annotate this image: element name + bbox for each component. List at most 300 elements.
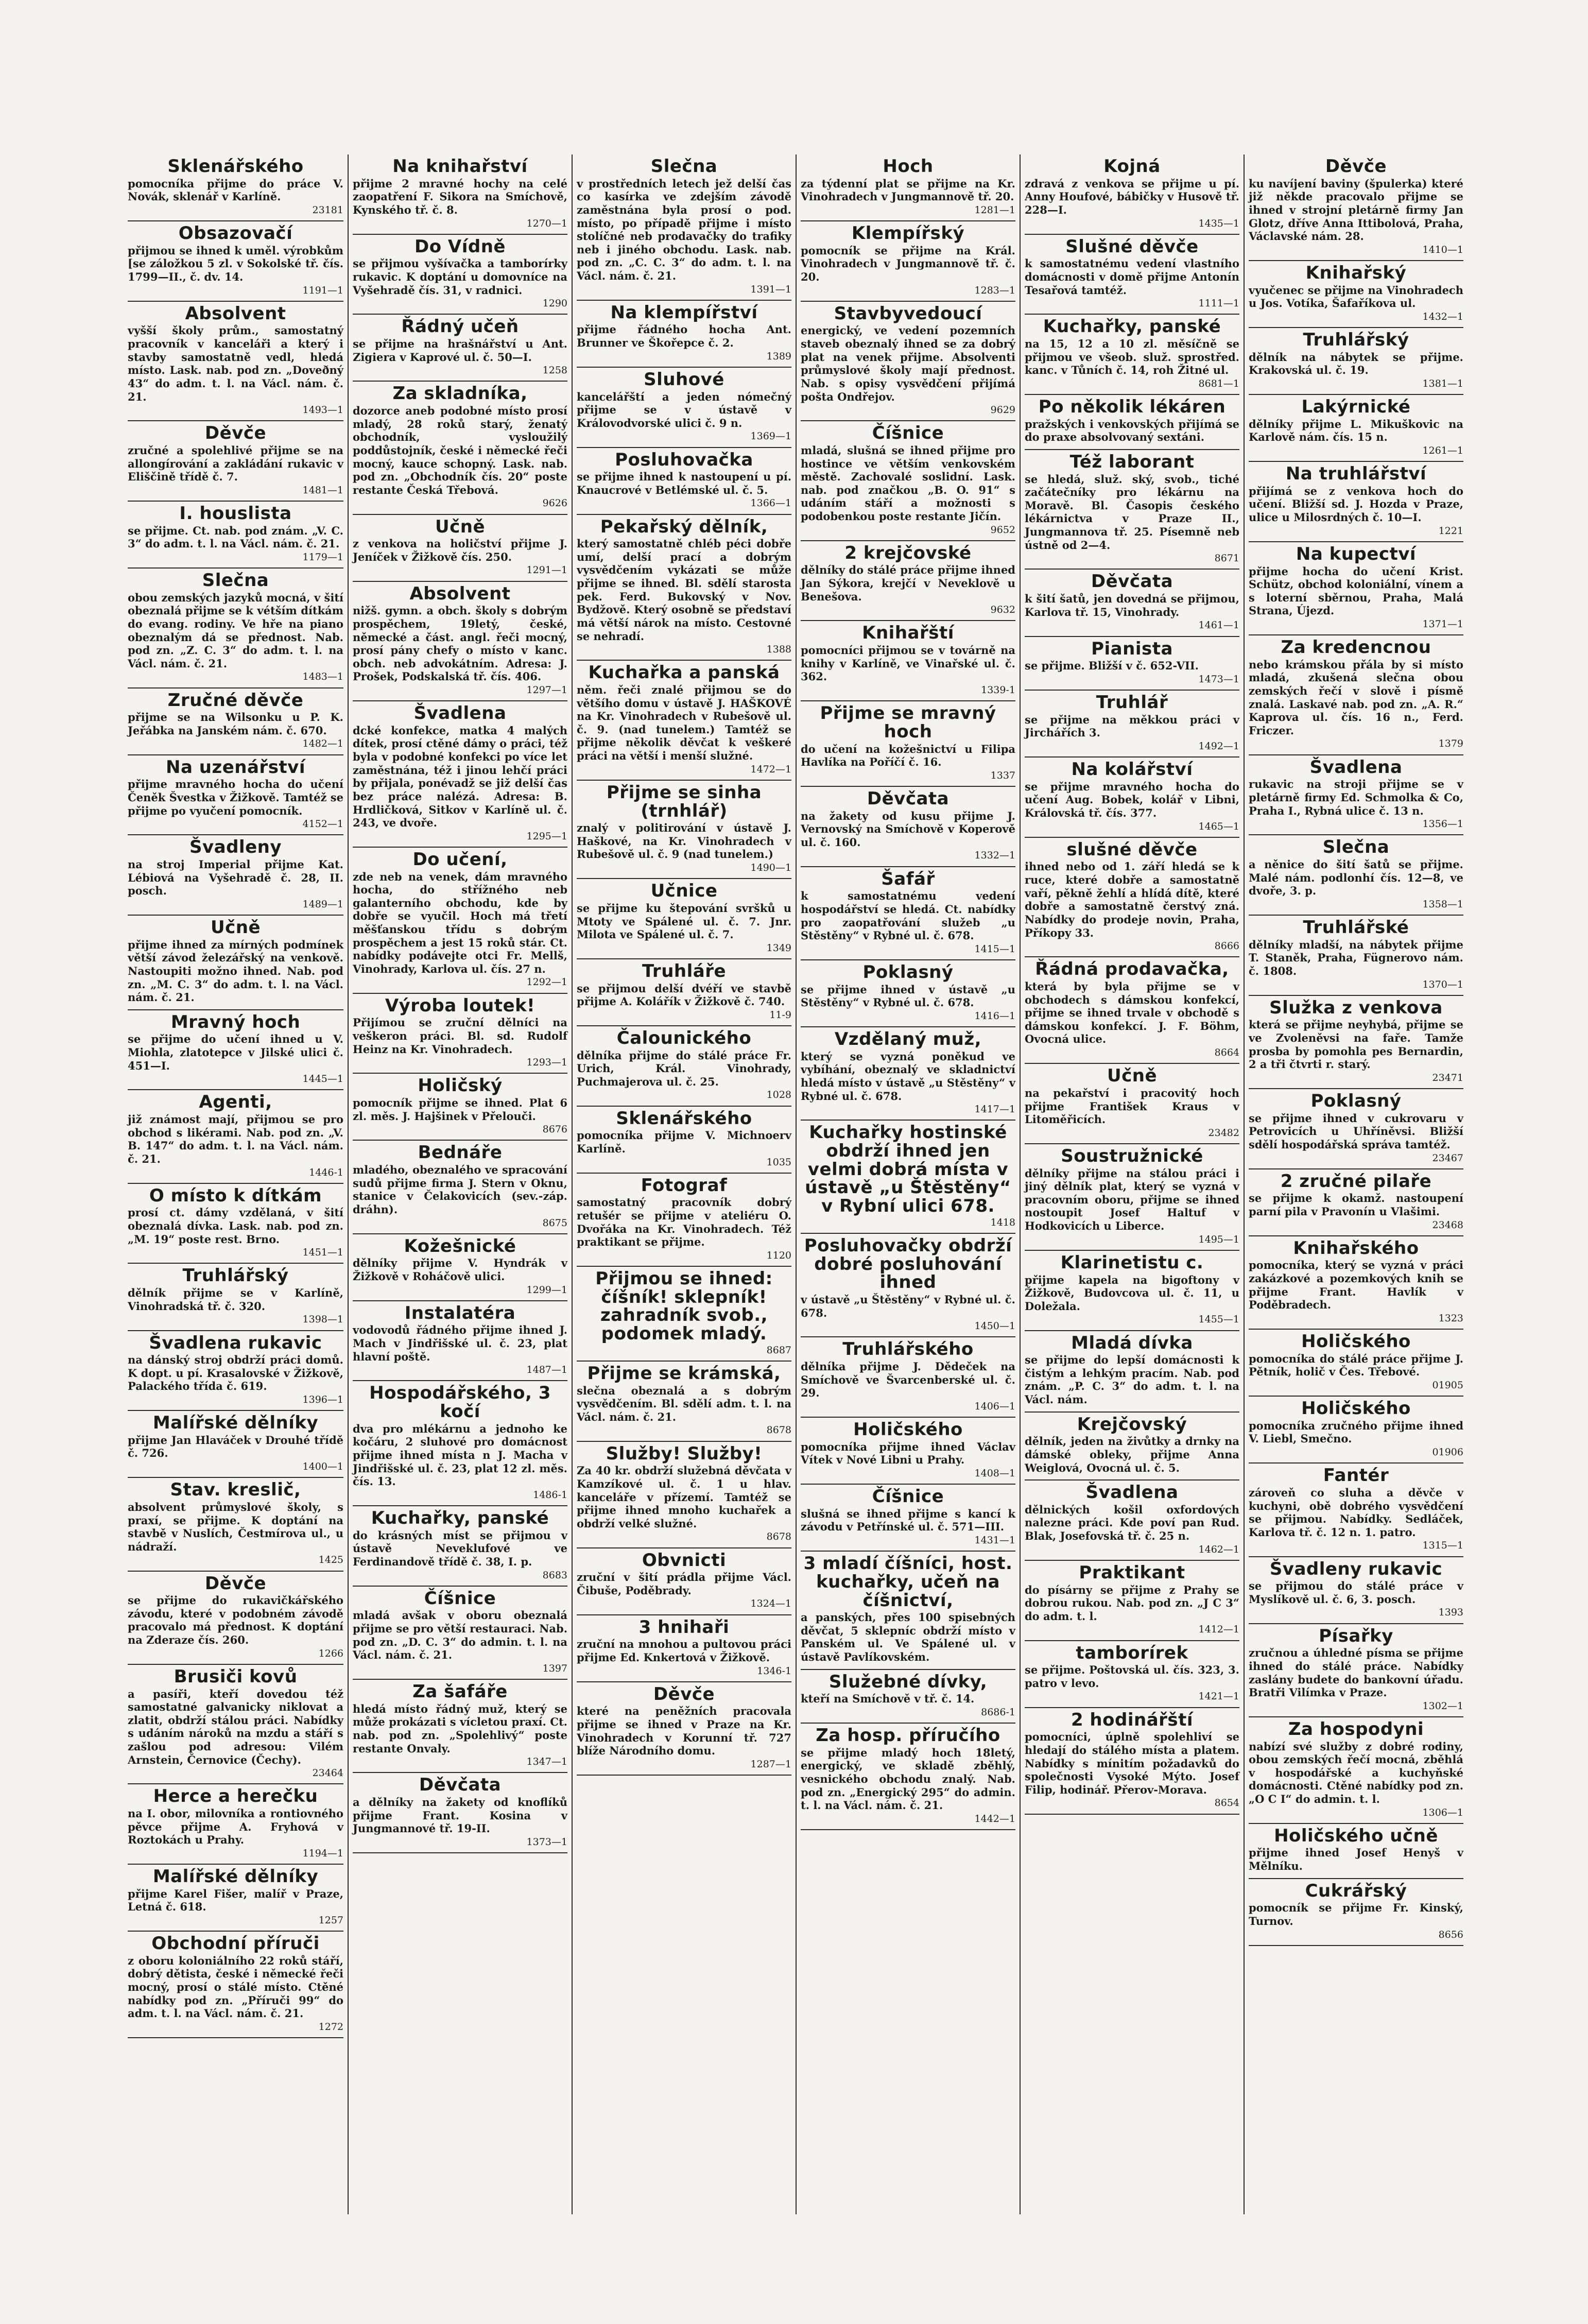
ad-code: 1194—1 <box>302 1847 343 1859</box>
classified-ad <box>1025 235 1239 315</box>
ad-code: 8671 <box>1214 553 1239 564</box>
classified-ad <box>353 701 567 848</box>
classified-ad <box>128 569 343 688</box>
classified-ad <box>128 1264 343 1331</box>
ad-heading: Absolvent <box>185 303 286 324</box>
ad-heading: Holičského <box>1301 1331 1411 1352</box>
ad-heading: Děvče <box>1325 156 1387 177</box>
classified-ad <box>353 1680 567 1773</box>
classified-ad <box>577 1174 791 1267</box>
ad-body: který se vyzná poněkud ve vybíhání, obeznalý ve skladnictví hledá místo v ústavě „u Stěstěny“ v Rybné ul. č. 678. <box>801 1049 1015 1103</box>
classified-ad <box>577 301 791 368</box>
classified-ad <box>1025 957 1239 1064</box>
ad-code: 1297—1 <box>526 684 567 696</box>
classified-ad <box>801 621 1015 701</box>
ad-body: slečna obeznalá a s dobrým vysvědčením. Bl. sdělí adm. t. l. na Václ. nám. č. 21. <box>577 1384 791 1423</box>
ad-code: 1410—1 <box>1422 244 1463 255</box>
ad-body: do krásných míst se přijmou v ústavě Neveklufové ve Ferdinandově třídě č. 38, I. p. <box>353 1528 567 1568</box>
classified-ad <box>128 1331 343 1411</box>
ad-heading: Sluhové <box>644 369 724 390</box>
ad-body: mladá avšak v oboru obeznalá přijme se pro větší restauraci. Nab. pod zn. „D. C. 3“ do admin. t. l. na Václ. nám. č. 21. <box>353 1609 567 1662</box>
ad-code: 1337 <box>990 769 1015 781</box>
ad-body: prosí ct. dámy vzdělaná, v šití obeznalá dívka. Lask. nab. pod zn. „M. 19“ poste rest. Brno. <box>128 1206 343 1246</box>
ad-body: zároveň co sluha a děvče v kuchyni, obě dobrého vysvědčení se přijmou. Nabídky. Sedláček, Karlova tř. č. 12 n. 1. patro. <box>1249 1486 1463 1539</box>
classified-ad <box>128 755 343 836</box>
ad-code: 8676 <box>542 1124 567 1135</box>
ad-code: 8666 <box>1214 940 1239 952</box>
ad-code: 8656 <box>1438 1929 1463 1940</box>
ad-code: 1462—1 <box>1198 1543 1239 1555</box>
ad-code: 1302—1 <box>1422 1700 1463 1712</box>
ad-body: se přijme do rukavičkářského závodu, které v podobném závodě pracovalo má přednost. K doptání na Zderaze čís. 260. <box>128 1594 343 1647</box>
ad-body: k samostatnému vedení vlastního domácnosti v domě přijme Antonín Tesařová tamtéž. <box>1025 257 1239 297</box>
classified-ad <box>577 661 791 781</box>
classified-ad <box>1249 1330 1463 1397</box>
ad-heading: Knihařští <box>862 623 954 644</box>
ad-heading: Bednáře <box>418 1142 503 1163</box>
ad-code: 8675 <box>542 1217 567 1229</box>
ad-heading: Číšnice <box>872 1486 944 1507</box>
ad-code: 1257 <box>318 1914 343 1926</box>
ad-code: 1465—1 <box>1198 820 1239 832</box>
ad-body: z venkova na holičství přijme J. Jeníček v Žižkově čís. 250. <box>353 537 567 563</box>
ad-heading: Brusiči kovů <box>174 1666 298 1687</box>
classified-ad <box>801 1027 1015 1121</box>
classified-ad <box>128 916 343 1010</box>
ad-body: zručné a spolehlivé přijme se na allongírování a zakládání rukavic v Eliščině třídě č. 7. <box>128 443 343 484</box>
ad-heading: Čalounického <box>616 1027 752 1048</box>
column-3 <box>572 154 796 2214</box>
ad-heading: Kuchařky hostinské obdrží ihned jen velmi dobrá místa v ústavě „u Štěstěny“ v Rybní ulici 678. <box>805 1122 1011 1217</box>
ad-body: do učení na kožešnictví u Filipa Havlíka na Poříčí č. 16. <box>801 742 1015 769</box>
ad-code: 1315—1 <box>1422 1540 1463 1552</box>
ad-code: 8681—1 <box>1198 377 1239 389</box>
ad-body: přijme ihned Josef Henyš v Mělníku. <box>1249 1846 1463 1873</box>
ad-code: 8687 <box>766 1344 791 1356</box>
ad-body: přijme 2 mravné hochy na celé zaopatření F. Sikora na Smíchově, Kynského tř. č. 8. <box>353 177 567 216</box>
ad-heading: slušné děvče <box>1066 839 1198 860</box>
classified-ad <box>577 154 791 301</box>
ad-heading: Hoch <box>883 156 934 177</box>
column-1 <box>124 154 348 2214</box>
classified-ad <box>128 1090 343 1183</box>
ad-heading: Posluhovačky obdrží dobré posluhování ihned <box>804 1235 1012 1293</box>
classified-ad <box>1025 570 1239 636</box>
ad-body: se přijme mravného hocha do učení Aug. Bobek, kolář v Libni, Královská tř. čís. 377. <box>1025 780 1239 820</box>
ad-code: 1120 <box>766 1249 791 1261</box>
classified-ad <box>1025 315 1239 395</box>
ad-heading: Přijme se sinha (trnhlář) <box>606 782 762 821</box>
ad-heading: Švadleny rukavic <box>1269 1558 1443 1579</box>
classified-ad <box>577 879 791 959</box>
ad-heading: Též laborant <box>1069 451 1195 472</box>
ad-body: hledá místo řádný muž, který se může prokázati s vícletou praxí. Ct. nab. pod zn. „Spolehlivý“ poste restante Onvaly. <box>353 1702 567 1755</box>
ad-code: 1408—1 <box>974 1467 1015 1479</box>
ad-code: 1472—1 <box>750 763 791 775</box>
ad-code: 1487—1 <box>526 1364 567 1376</box>
classified-ad <box>577 959 791 1026</box>
classified-ad <box>1249 1169 1463 1236</box>
classified-ad <box>353 1381 567 1506</box>
ad-code: 8686-1 <box>981 1707 1015 1718</box>
ad-body: slušná se ihned přijme s kancí k závodu v Petřínské ul. č. 571—III. <box>801 1507 1015 1534</box>
classified-ad <box>353 582 567 702</box>
ad-heading: Na klempířství <box>610 302 758 323</box>
ad-code: 1415—1 <box>974 943 1015 955</box>
ad-heading: Přijme se mravný hoch <box>820 703 996 742</box>
classified-ad <box>801 1724 1015 1830</box>
ad-code: 1486-1 <box>533 1489 567 1501</box>
ad-code: 1221 <box>1438 525 1463 537</box>
classified-ad <box>353 235 567 315</box>
ad-code: 1492—1 <box>1198 740 1239 752</box>
classified-ad <box>1249 1236 1463 1330</box>
ad-heading: Poklasný <box>1310 1091 1402 1111</box>
classified-ad <box>577 448 791 515</box>
ad-heading: Obsazovačí <box>178 223 293 244</box>
ad-body: ihned nebo od 1. září hledá se k ruce, které dobře a samostatně vaří, pěkně žehlí a hlídá dítě, které dobře a samostatně čerstvý zná. Nabídky do prodeje novin, Praha, Příkopy 33. <box>1025 860 1239 939</box>
classified-ad <box>1025 1144 1239 1251</box>
ad-heading: tamborírek <box>1076 1642 1188 1663</box>
ad-heading: Děvčata <box>1091 571 1173 592</box>
ad-heading: Truhláře <box>642 960 727 982</box>
ad-code: 1432—1 <box>1422 311 1463 322</box>
classified-ad <box>1025 691 1239 758</box>
ad-heading: Služby! Služby! <box>606 1443 763 1464</box>
classified-ad <box>353 1301 567 1382</box>
ad-body: přijme ihned za mírných podmínek větší závod železářský na venkově. Nastoupiti možno ihned. Nab. pod zn. „M. C. 3“ do adm. t. l. na Václ. nám. č. 21. <box>128 938 343 1004</box>
classified-ad <box>1249 835 1463 916</box>
ad-heading: Do Vídně <box>415 236 506 257</box>
ad-body: něm. řeči znalé přijmou se do většího domu v ústavě J. HAŠKOVÉ na Kr. Vinohradech v Rubešově ul. č. 9. (nad tunelem.) Tamtéž se přijme několik děvčat k veškeré práci na větší i menší služné. <box>577 683 791 763</box>
classified-ad <box>1025 838 1239 958</box>
ad-body: a dělníky na žakety od knoflíků přijme Frant. Kosina v Jungmannové tř. 19-II. <box>353 1796 567 1835</box>
ad-body: dělníky přijme na stálou práci i jiný dělník plat, který se vyzná v pracovním oboru, přijme se ihned nostoupit Josef Haltuf v Hodkovicích u Liberce. <box>1025 1166 1239 1233</box>
ad-body: v ústavě „u Štěstěny“ v Rybné ul. č. 678. <box>801 1293 1015 1319</box>
ad-body: na I. obor, milovníka a rontiovného pěvce přijme A. Fryhová v Roztokách u Prahy. <box>128 1807 343 1847</box>
ad-body: již známost mají, přijmou se pro obchod s likérami. Nab. pod zn. „V. B. 147“ do adm. t. l. na Václ. nám. č. 21. <box>128 1113 343 1165</box>
classified-ad <box>353 382 567 514</box>
ad-body: zruční na mnohou a pultovou práci přijme Ed. Knkertová v Žižkově. <box>577 1638 791 1664</box>
classified-ad <box>128 1010 343 1091</box>
ad-heading: Truhlářské <box>1303 917 1409 938</box>
ad-code: 8654 <box>1214 1797 1239 1809</box>
ad-heading: Malířské dělníky <box>152 1866 319 1887</box>
ad-heading: Obvnicti <box>642 1550 727 1571</box>
classified-ad <box>1249 154 1463 261</box>
ad-code: 1292—1 <box>526 976 567 988</box>
column-2 <box>348 154 572 2214</box>
ad-body: dělník, jeden na živůtky a drnky na dámské obleky, přijme Anna Weiglová, Ovocná ul. č. 5. <box>1025 1435 1239 1474</box>
ad-body: přijme Jan Hlaváček v Drouhé třídě č. 726. <box>128 1433 343 1460</box>
classified-ad <box>128 154 343 221</box>
ad-body: nabízí své služby z dobré rodiny, obou zemských řečí mocná, zběhlá v hospodářské a kuchyňské domácnosti. Ctěné nabídky pod zn. „O C I“ do admin. t. l. <box>1249 1740 1463 1806</box>
ad-code: 1306—1 <box>1422 1806 1463 1818</box>
ad-code: 1290 <box>542 298 567 309</box>
ad-heading: Švadlena rukavic <box>149 1332 322 1353</box>
ad-heading: Za skladníka, <box>392 383 528 404</box>
ad-body: do písárny se přijme z Prahy se dobrou rukou. Nab. pod zn. „J C 3“ do adm. t. l. <box>1025 1583 1239 1623</box>
classified-ad <box>801 154 1015 221</box>
classified-ad <box>1249 1557 1463 1624</box>
ad-heading: Holičského <box>853 1419 963 1440</box>
classified-ad <box>1025 1708 1239 1815</box>
ad-body: se přijme mladý hoch 18letý, energický, ve skladě zběhlý, vesnického obchodu znalý. Nab. pod zn. „Energický 295“ do admin. t. l. na Václ. nám. č. 21. <box>801 1746 1015 1812</box>
ad-body: dělník na nábytek se přijme. Krakovská ul. č. 19. <box>1249 350 1463 377</box>
classified-ad <box>1249 1824 1463 1879</box>
ad-body: pomocníka zručného přijme ihned V. Liebl, Smečno. <box>1249 1419 1463 1445</box>
ad-body: na žakety od kusu přijme J. Vernovský na Smíchově v Koperově ul. č. 160. <box>801 809 1015 849</box>
ad-body: se přijme ihned v cukrovaru v Petrovicích u Uhříněvsi. Bližší sdělí hospodářská správa tamtéž. <box>1249 1111 1463 1151</box>
ad-body: a něnice do šití šatů se přijme. Malé nám. podlonhí čís. 12—8, ve dvoře, 3. p. <box>1249 858 1463 898</box>
ad-heading: 3 hnihaři <box>638 1616 730 1638</box>
ad-code: 1379 <box>1438 738 1463 750</box>
classified-ad <box>577 1548 791 1615</box>
classified-ad <box>353 1234 567 1301</box>
ad-code: 1391—1 <box>750 283 791 295</box>
ad-heading: 2 zručné pilaře <box>1280 1170 1432 1192</box>
ad-heading: Za hospodyni <box>1288 1718 1424 1740</box>
classified-ad <box>1025 1641 1239 1708</box>
ad-heading: Na truhlářství <box>1285 463 1427 485</box>
ad-heading: Učně <box>210 917 261 938</box>
ad-heading: Na knihařství <box>392 156 528 177</box>
ad-heading: Holičského <box>1301 1398 1411 1419</box>
ad-code: 1291—1 <box>526 564 567 576</box>
classified-ad <box>353 1773 567 1853</box>
ad-code: 1389 <box>766 350 791 362</box>
ad-heading: Klarinetistu c. <box>1060 1252 1204 1273</box>
ad-code: 1418 <box>990 1216 1015 1228</box>
classified-ad <box>1025 1413 1239 1481</box>
classified-ad <box>353 1587 567 1680</box>
classified-ad <box>1249 996 1463 1089</box>
classified-ad <box>577 1362 791 1442</box>
ad-code: 1493—1 <box>302 404 343 416</box>
ad-code: 1431—1 <box>974 1535 1015 1546</box>
ad-body: přijme kapela na bigoftony v Žižkově, Budovcova ul. č. 11, u Doležala. <box>1025 1273 1239 1313</box>
classified-ad <box>1249 1397 1463 1464</box>
ad-heading: Na kolářství <box>1071 759 1193 780</box>
ad-code: 1035 <box>766 1156 791 1168</box>
ad-heading: Slečna <box>202 570 269 591</box>
ad-heading: Kuchařka a panská <box>588 662 780 683</box>
ad-code: 23464 <box>312 1767 343 1779</box>
classified-ad <box>128 1665 343 1785</box>
ad-body: vodovodů řádného přijme ihned J. Mach v Jindřišské ul. č. 23, plat hlavní poště. <box>353 1323 567 1363</box>
classified-ad <box>1025 395 1239 450</box>
ad-code: 1445—1 <box>302 1073 343 1085</box>
ad-body: obou zemských jazyků mocná, v šití obeznalá přijme se k vétším dítkám do evang. rodiny. Ve hře na piano obeznalým dá se přednost. Nab. pod zn. „Z. C. 3“ do adm. t. l. na Václ. nám. č. 21. <box>128 591 343 670</box>
ad-heading: Mladá dívka <box>1071 1332 1193 1353</box>
ad-body: se přijme. Bližší v č. 652-VII. <box>1025 659 1199 673</box>
ad-heading: Učnice <box>650 881 718 902</box>
ad-body: který samostatně chléb péci dobře umí, delší prací a dobrým vysvědčením vykázati se může přijme se ihned. Bl. sdělí starosta pek. Ferd. Bukovský v Nov. Bydžově. Který osobně se představí má větší nárok na místo. Cestovné se nehradí. <box>577 537 791 643</box>
ad-code: 23468 <box>1432 1219 1463 1231</box>
ad-body: přijme mravného hocha do učení Čeněk Švestka v Žižkově. Tamtéž se přijme po vyučení pomocník. <box>128 778 343 817</box>
ad-code: 1400—1 <box>302 1461 343 1473</box>
ad-heading: Učně <box>435 516 486 537</box>
classified-ad <box>801 1234 1015 1337</box>
ad-code: 23467 <box>1432 1152 1463 1164</box>
ad-code: 23181 <box>312 204 343 216</box>
classified-ad <box>1025 1064 1239 1144</box>
ad-body: rukavic na stroji přijme se v pletárně firmy Ed. Schmolka & Co, Praha I., Rybná ulice č. 13 n. <box>1249 778 1463 817</box>
ad-body: pomocníka přijme do práce V. Novák, sklenář v Karlíně. <box>128 177 343 203</box>
ad-body: pomocníci přijmou se v továrně na knihy v Karlíně, ve Vinařské ul. č. 362. <box>801 644 1015 683</box>
ad-code: 1332—1 <box>974 850 1015 862</box>
ad-body: dělníka přijme J. Dědeček na Smíchově ve Švarcenberské ul. č. 29. <box>801 1360 1015 1400</box>
ad-heading: Slečna <box>650 156 718 177</box>
classified-ad <box>128 221 343 302</box>
ad-code: 1299—1 <box>526 1284 567 1296</box>
ad-code: 23471 <box>1432 1072 1463 1083</box>
ad-body: absolvent průmyslové školy, s praxí, se přijme. K doptání na stavbě v Nuslích, Čestmírova ul., u nádraží. <box>128 1500 343 1553</box>
ad-body: dva pro mlékárnu a jednoho ke kočáru, 2 sluhové pro domácnost přijme ihned místa n J. Macha v Jindřišské ul. č. 23, plat 12 zl. měs. čís. 13. <box>353 1422 567 1488</box>
classified-ad <box>353 315 567 382</box>
ad-body: za týdenní plat se přijme na Kr. Vinohradech v Jungmannově tř. 20. <box>801 177 1015 203</box>
classified-ad <box>801 1670 1015 1724</box>
ad-body: na stroj Imperial přijme Kat. Lébiová na Vyšehradě č. 28, II. posch. <box>128 858 343 898</box>
ad-heading: Pianista <box>1091 638 1173 659</box>
classified-ad <box>1249 328 1463 395</box>
classified-ad <box>128 502 343 569</box>
classified-ad <box>577 368 791 448</box>
classified-ad <box>353 154 567 235</box>
ad-heading: Obchodní příruči <box>151 1933 320 1954</box>
classified-ad <box>1249 1464 1463 1557</box>
ad-body: přijme Karel Fišer, malíř v Praze, Letná č. 618. <box>128 1887 343 1914</box>
classified-ad <box>1025 154 1239 235</box>
classified-ad <box>1025 450 1239 570</box>
ad-code: 9629 <box>990 404 1015 416</box>
ad-code: 1261—1 <box>1422 444 1463 456</box>
classified-ad <box>577 1267 791 1362</box>
classified-ad <box>128 1784 343 1865</box>
ad-body: mladého, obeznalého ve spracování sudů přijme firma J. Stern v Oknu, stanice v Čelakovicích (sev.-záp. dráhn). <box>353 1163 567 1216</box>
ad-heading: Na kupectví <box>1296 543 1417 564</box>
ad-body: zdravá z venkova se přijme u pí. Anny Houfové, bábičky v Husově tř. 228—I. <box>1025 177 1239 216</box>
classified-ad <box>128 1184 343 1264</box>
ad-heading: Švadleny <box>189 837 282 858</box>
ad-heading: Truhlářského <box>842 1339 974 1360</box>
classified-ad <box>577 1682 791 1776</box>
ad-body: se přijme. Ct. nab. pod znám. „V. C. 3“ do adm. t. l. na Václ. nám. č. 21. <box>128 524 343 550</box>
ad-body: z oboru koloniálního 22 roků stáří, dobrý dětista, české i německé řeči mocný, prosí o stálé místo. Ctěné nabídky pod zn. „Příruči 99“ do adm. t. l. na Václ. nám. č. 21. <box>128 1954 343 2020</box>
ad-heading: Truhlář <box>1096 692 1168 713</box>
ad-heading: Učně <box>1107 1065 1158 1087</box>
ad-heading: Sklenářského <box>616 1108 752 1129</box>
ad-code: 1323 <box>1438 1312 1463 1324</box>
ad-heading: Hospodářského, 3 kočí <box>369 1383 551 1422</box>
ad-body: dělníky přijme L. Mikuškovic na Karlově nám. čís. 15 n. <box>1249 417 1463 444</box>
ad-code: 1451—1 <box>302 1247 343 1259</box>
classified-ad <box>577 1615 791 1682</box>
classified-ad <box>353 1074 567 1141</box>
ad-heading: Kuchařky, panské <box>371 1508 549 1529</box>
ad-code: 1349 <box>766 942 791 954</box>
classified-ad <box>801 1337 1015 1418</box>
ad-heading: Fantér <box>1323 1465 1389 1486</box>
classified-ad <box>577 1107 791 1174</box>
classified-ad <box>801 221 1015 302</box>
classified-ad <box>801 302 1015 422</box>
ad-code: 8678 <box>766 1531 791 1543</box>
ad-body: se přijme ku štepování svršků u Mtoty ve Spálené ul. č. 7. Jnr. Milota ve Spálené ul. č. 7. <box>577 901 791 941</box>
ad-code: 1490—1 <box>750 862 791 874</box>
ad-code: 1489—1 <box>302 898 343 910</box>
ad-heading: Truhlářský <box>1303 329 1409 350</box>
ad-heading: Fotograf <box>641 1175 728 1196</box>
ad-code: 1287—1 <box>750 1758 791 1770</box>
ad-heading: Stavbyvedoucí <box>834 303 982 324</box>
ad-heading: Agenti, <box>199 1092 272 1113</box>
ad-body: na 15, 12 a 10 zl. měsíčně se přijmou ve všeob. služ. sprostřed. kanc. v Tůních č. 14, roh Žitné ul. <box>1025 337 1239 377</box>
ad-body: ku navíjení baviny (špulerka) které již někde pracovalo přijme se ihned v strojní pletárně firmy Jan Glotz, dříve Anna Ittibolová, Praha, Václavské nám. 28. <box>1249 177 1463 243</box>
classified-ad <box>1249 1717 1463 1824</box>
ad-code: 1347—1 <box>526 1756 567 1768</box>
ad-heading: O místo k dítkám <box>149 1185 322 1206</box>
ad-body: energický, ve vedení pozemních staveb obeznalý ihned se za dobrý plat na venek přijme. Absolventi průmyslové školy mají přednost. Nab. s opisy vysvědčení přijímá pošta Ondřejov. <box>801 324 1015 403</box>
ad-body: vyučenec se přijme na Vinohradech u Jos. Votíka, Šafaříkova ul. <box>1249 283 1463 310</box>
ad-body: Za 40 kr. obdrží služebná děvčata v Kamzíkové ul. č. 1 u hlav. kanceláře v přízemí. Tamtéž se přijme ihned mnoho kuchařek a obdrží velké služné. <box>577 1464 791 1530</box>
classified-ad <box>801 787 1015 867</box>
ad-heading: Holičského učně <box>1274 1825 1438 1846</box>
ad-heading: Instalatéra <box>404 1302 516 1323</box>
ad-heading: Klempířský <box>851 223 965 244</box>
column-6 <box>1244 154 1468 2214</box>
classified-ad <box>128 1865 343 1932</box>
ad-body: kancelářští a jeden nómečný přijme se v ústavě v Královodvorské ulici č. 9 n. <box>577 390 791 429</box>
ad-code: 1393 <box>1438 1607 1463 1619</box>
ad-body: se přijme na měkkou práci v Jirchářích 3. <box>1025 713 1239 739</box>
classified-ad <box>128 1572 343 1665</box>
ad-code: 1281—1 <box>974 204 1015 216</box>
ad-code: 1388 <box>766 644 791 656</box>
ad-code: 1339-1 <box>981 684 1015 696</box>
ad-body: které na peněžních pracovala přijme se ihned v Praze na Kr. Vinohradech v Korunní tř. 727 blíže Národního domu. <box>577 1705 791 1758</box>
ad-code: 1283—1 <box>974 284 1015 296</box>
ad-body: kteří na Smíchově v tř. č. 14. <box>801 1692 975 1706</box>
ad-code: 8664 <box>1214 1047 1239 1059</box>
classified-ad <box>577 781 791 879</box>
ad-body: znalý v politirování v ústavě J. Haškové, na Kr. Vinohradech v Rubešově ul. č. 9 (nad tunelem.) <box>577 821 791 861</box>
ad-code: 1191—1 <box>302 284 343 296</box>
classified-ad <box>1249 755 1463 836</box>
ad-heading: Šafář <box>881 868 935 889</box>
classified-ad <box>801 1485 1015 1552</box>
classified-ad <box>128 688 343 755</box>
ad-body: zde neb na venek, dám mravného hocha, do střížného neb galanterního obchodu, kde by dobře se vyučil. Hoch má třetí měšťanskou třídu s dobrým prospěchem a jest 15 roků stár. Ct. nabídky podávejte otci Fr. Mellš, Vinohrady, Karlova ul. čís. 27 n. <box>353 870 567 975</box>
classified-ad <box>801 1418 1015 1485</box>
classified-ad <box>128 1478 343 1571</box>
ad-heading: Kuchařky, panské <box>1043 316 1221 337</box>
classified-ad <box>577 515 791 661</box>
ad-heading: Za hosp. příručího <box>816 1725 1000 1746</box>
column-4 <box>796 154 1020 2214</box>
ad-body: přijmou se ihned k uměl. výrobkům [se záložkou 5 zl. v Sokolské tř. čís. 1799—II., č. dv. 14. <box>128 244 343 283</box>
ad-heading: Slečna <box>1322 837 1390 858</box>
ad-body: v prostředních letech jež delší čas co kasírka ve zdejším závodě zaměstnána byla prosí o pod. místo, po případě přijme i místo stolíčné neb prodavačky do trafiky neb i jiného obchodu. Lask. nab. pod zn. „C. C. 3“ do adm. t. l. na Václ. nám. č. 21. <box>577 177 791 282</box>
classified-ad <box>353 1141 567 1234</box>
ad-body: se přijme k okamž. nastoupení parní pila v Pravonín u Vlašimi. <box>1249 1192 1463 1218</box>
classified-ad <box>801 701 1015 787</box>
ad-body: k samostatnému vedení hospodářství se hledá. Ct. nabídky pro zaopatřování služeb „u Stěstěny“ v Rybné ul. č. 678. <box>801 889 1015 942</box>
classified-ad <box>128 421 343 502</box>
classified-ad <box>1249 462 1463 542</box>
ad-body: mladá, slušná se ihned přijme pro hostince ve větším venkovském městě. Zachovalé soslidní. Lask. nab. pod značkou „B. O. 91“ s udáním stáří a možnosti s podobenkou poste restante Jičín. <box>801 443 1015 523</box>
ad-code: 1346-1 <box>757 1665 791 1677</box>
